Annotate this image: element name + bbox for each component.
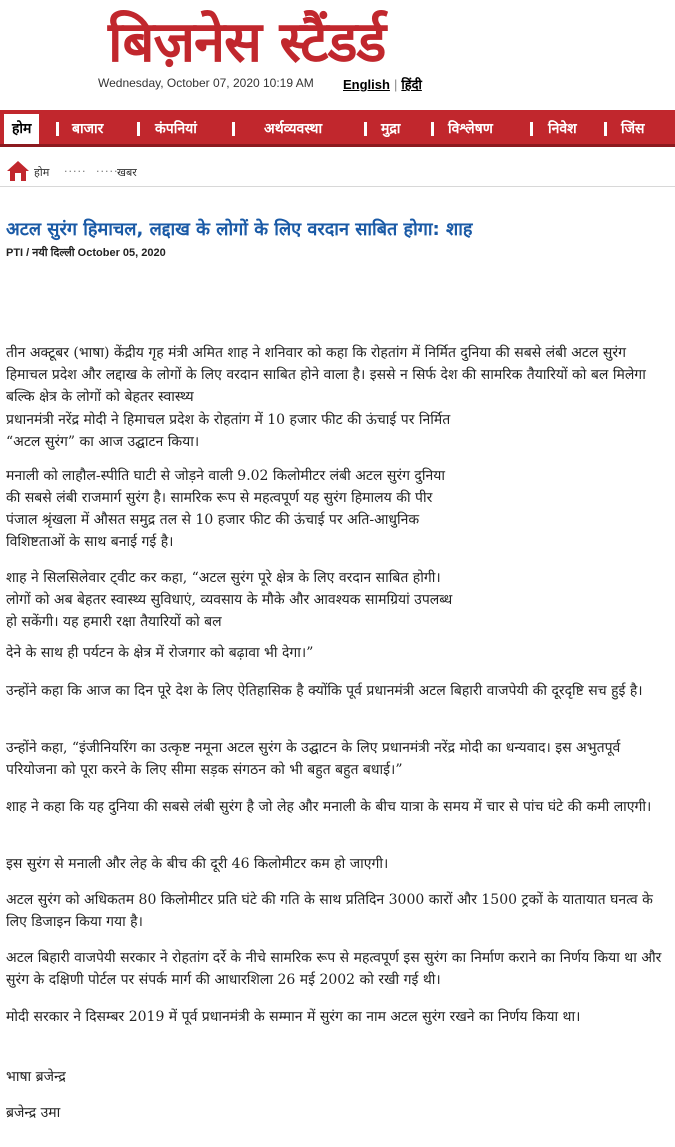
nav-economy[interactable]: अर्थव्यवस्था: [264, 121, 323, 137]
nav-currency[interactable]: मुद्रा: [381, 121, 401, 137]
main-nav: [0, 110, 675, 147]
nav-divider: [364, 122, 367, 136]
article-byline: PTI / नयी दिल्ली October 05, 2020: [6, 247, 166, 259]
nav-investment[interactable]: निवेश: [548, 121, 577, 137]
article-paragraph: तीन अक्टूबर (भाषा) केंद्रीय गृह मंत्री अमित शाह ने शनिवार को कहा कि रोहतांग में निर्मित दुनिया की सबसे लंबी अटल सुरंग हिमाचल प्रदेश और लद्दाख के लोगों के लिए वरदान साबित होने वाला है। इससे न सिर्फ देश की सामरिक तैयारियों को बल मिलेगा बल्कि क्षेत्र के लोगों को बेहतर स्वास्थ्य: [6, 345, 646, 405]
breadcrumb-current[interactable]: खबर: [117, 166, 137, 179]
nav-bottom-border: [0, 144, 675, 147]
divider: [0, 186, 675, 187]
article-paragraph: देने के साथ ही पर्यटन के क्षेत्र में रोजगार को बढ़ावा भी देगा।”: [6, 645, 314, 661]
nav-market[interactable]: बाजार: [72, 121, 104, 137]
nav-home[interactable]: होम: [4, 114, 39, 144]
article-paragraph: शाह ने कहा कि यह दुनिया की सबसे लंबी सुरंग है जो लेह और मनाली के बीच यात्रा के समय में चार से पांच घंटे की कमी लाएगी।: [6, 799, 652, 815]
article-paragraph: अटल सुरंग को अधिकतम 80 किलोमीटर प्रति घंटे की गति के साथ प्रतिदिन 3000 कारों और 1500 ट्रकों के यातायात घनत्व के लिए डिजाइन किया गया है।: [6, 892, 653, 930]
home-icon[interactable]: [6, 160, 30, 182]
nav-commodities[interactable]: जिंस: [621, 121, 645, 137]
nav-divider: [232, 122, 235, 136]
breadcrumb-separator: ·····: [64, 165, 87, 178]
nav-divider: [530, 122, 533, 136]
breadcrumb-separator: ·····: [96, 165, 119, 178]
nav-divider: [604, 122, 607, 136]
article-paragraph: उन्होंने कहा, “इंजीनियरिंग का उत्कृष्ट नमूना अटल सुरंग के उद्घाटन के लिए प्रधानमंत्री नरेंद्र मोदी का धन्यवाद। इस अभुतपूर्व परियोजना को पूरा करने के लिए सीमा सड़क संगठन को भी बहुत बहुत बधाई।”: [6, 740, 621, 778]
site-logo[interactable]: बिज़नेस स्टैंडर्ड: [108, 10, 386, 75]
lang-english-link[interactable]: English: [343, 77, 390, 92]
nav-divider: [137, 122, 140, 136]
article-paragraph: उन्होंने कहा कि आज का दिन पूरे देश के लिए ऐतिहासिक है क्योंकि पूर्व प्रधानमंत्री अटल बिहारी वाजपेयी की दूरदृष्टि सच हुई है।: [6, 683, 643, 699]
nav-divider: [431, 122, 434, 136]
masthead: [0, 0, 675, 108]
lang-hindi-link[interactable]: हिंदी: [401, 77, 422, 92]
language-switcher: [343, 75, 422, 93]
nav-companies[interactable]: कंपनियां: [155, 121, 197, 137]
article-headline: अटल सुरंग हिमाचल, लद्दाख के लोगों के लिए वरदान साबित होगा: शाह: [6, 219, 473, 240]
article-paragraph: ब्रजेन्द्र उमा: [6, 1105, 61, 1121]
article-paragraph: शाह ने सिलसिलेवार ट्वीट कर कहा, “अटल सुरंग पूरे क्षेत्र के लिए वरदान साबित होगी। लोगों को अब बेहतर स्वास्थ्य सुविधाएं, व्यवसाय के मौके और आवश्यक सामग्रियां उपलब्ध हो सकेंगी। यह हमारी रक्षा तैयारियों को बल: [6, 570, 453, 630]
article-paragraph: भाषा ब्रजेन्द्र: [6, 1069, 66, 1085]
article-paragraph: प्रधानमंत्री नरेंद्र मोदी ने हिमाचल प्रदेश के रोहतांग में 10 हजार फीट की ऊंचाई पर निर्मित “अटल सुरंग” का आज उद्घाटन किया।: [6, 412, 451, 450]
article-paragraph: इस सुरंग से मनाली और लेह के बीच की दूरी 46 किलोमीटर कम हो जाएगी।: [6, 856, 389, 872]
breadcrumb-home-link[interactable]: होम: [34, 166, 50, 179]
nav-analysis[interactable]: विश्लेषण: [448, 121, 493, 137]
current-date: Wednesday, October 07, 2020 10:19 AM: [98, 76, 314, 90]
article-paragraph: मनाली को लाहौल-स्पीति घाटी से जोड़ने वाली 9.02 किलोमीटर लंबी अटल सुरंग दुनिया की सबसे लंबी राजमार्ग सुरंग है। सामरिक रूप से महत्वपूर्ण यह सुरंग हिमालय की पीर पंजाल श्रृंखला में औसत समुद्र तल से 10 हजार फीट की ऊंचाई पर अति-आधुनिक विशिष्टताओं के साथ बनाई गई है।: [6, 468, 445, 550]
article-paragraph: मोदी सरकार ने दिसम्बर 2019 में पूर्व प्रधानमंत्री के सम्मान में सुरंग का नाम अटल सुरंग रखने का निर्णय किया था।: [6, 1009, 581, 1025]
lang-separator: |: [393, 77, 398, 92]
nav-divider: [56, 122, 59, 136]
article-paragraph: अटल बिहारी वाजपेयी सरकार ने रोहतांग दर्रे के नीचे सामरिक रूप से महत्वपूर्ण इस सुरंग का निर्माण कराने का निर्णय किया था और सुरंग के दक्षिणी पोर्टल पर संपर्क मार्ग की आधारशिला 26 मई 2002 को रखी गई थी।: [6, 950, 662, 988]
